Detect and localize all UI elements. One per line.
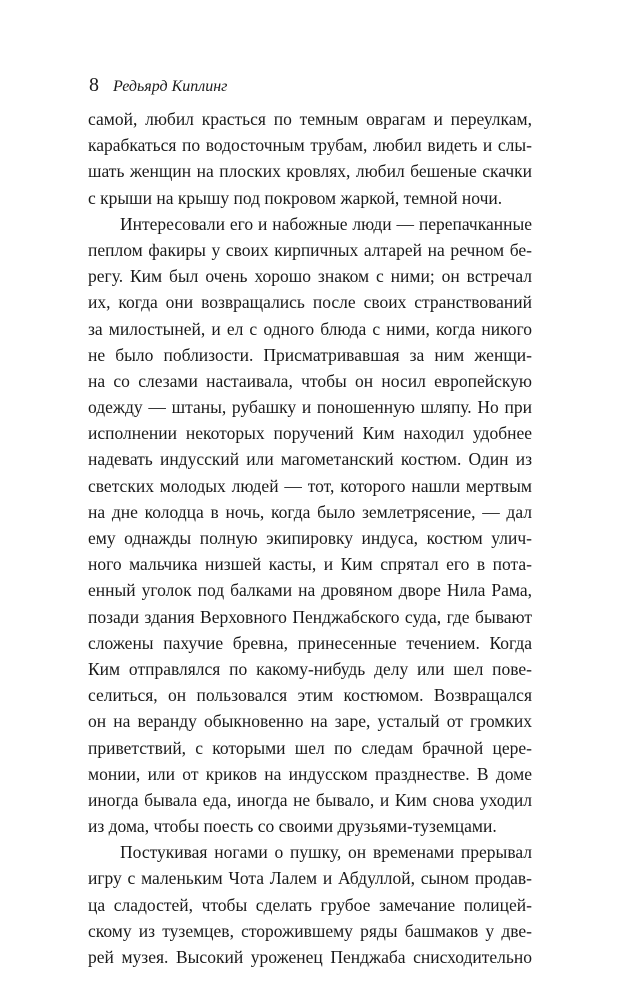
text-line: карабкаться по водосточным трубам, любил видеть и слы- [88,135,532,156]
text-line: светских молодых людей — тот, которого нашли мертвым [88,475,532,496]
body-text [88,106,532,970]
text-line: не было поблизости. Присматривавшая за ним женщи- [88,344,532,365]
text-line: надевать индусский или магометанский костюм. Один из [88,449,532,470]
text-line: игру с маленьким Чота Лалем и Абдуллой, сыном продав- [88,868,532,889]
text-line: сложены пахучие бревна, принесенные течением. Когда [88,632,532,653]
text-line: позади здания Верховного Пенджабского суда, где бывают [88,606,532,627]
text-line: скому из туземцев, сторожившему ряды башмаков у две- [88,920,532,941]
text-line: Ким отправлялся по какому-нибудь делу или шел пове- [88,658,532,679]
text-line: с крыши на крышу под покровом жаркой, темной ночи. [88,187,503,208]
text-line: одежду — штаны, рубашку и поношенную шляпу. Но при [88,397,532,418]
text-line: Интересовали его и набожные люди — перепачканные [120,213,532,234]
text-line: он на веранду обыкновенно на заре, усталый от громких [88,711,532,732]
text-line: селиться, он пользовался этим костюмом. Возвращался [88,685,532,706]
text-line: на со слезами настаивала, чтобы он носил европейскую [88,370,532,391]
text-line: за милостыней, и ел с одного блюда с ними, когда никого [88,318,532,339]
text-line: их, когда они возвращались после своих странствований [88,292,532,313]
text-line: енный уголок под балками на дровяном дворе Нила Рама, [88,580,532,601]
text-line: монии, или от криков на индусском празднестве. В доме [88,763,532,784]
text-line: иногда бывала еда, иногда не бывало, и Ким снова уходил [88,789,532,810]
text-line: пеплом факиры у своих кирпичных алтарей на речном бе- [88,239,532,260]
text-line: из дома, чтобы поесть со своими друзьями-туземцами. [88,816,497,837]
running-head [89,72,227,98]
running-title: Редьярд Киплинг [113,78,228,95]
text-line: приветствий, с которыми шел по следам брачной цере- [88,737,532,758]
text-line: ца сладостей, чтобы сделать грубое замечание полицей- [88,894,532,915]
text-line: рей музея. Высокий уроженец Пенджаба снисходительно [88,947,532,967]
text-line: Постукивая ногами о пушку, он временами прерывал [120,842,532,863]
text-line: ного мальчика низшей касты, и Ким спрятал его в пота- [88,554,532,575]
text-line: исполнении некоторых поручений Ким находил удобнее [88,423,532,444]
page-number: 8 [89,74,99,96]
text-line: шать женщин на плоских кровлях, любил бешеные скачки [88,161,532,182]
text-line: самой, любил красться по темным оврагам и переулкам, [88,109,532,129]
text-line: ему однажды полную экипировку индуса, костюм улич- [88,528,532,548]
text-line: регу. Ким был очень хорошо знаком с ними; он встречал [88,266,532,287]
text-line: на дне колодца в ночь, когда было землетрясение, — дал [88,501,532,522]
